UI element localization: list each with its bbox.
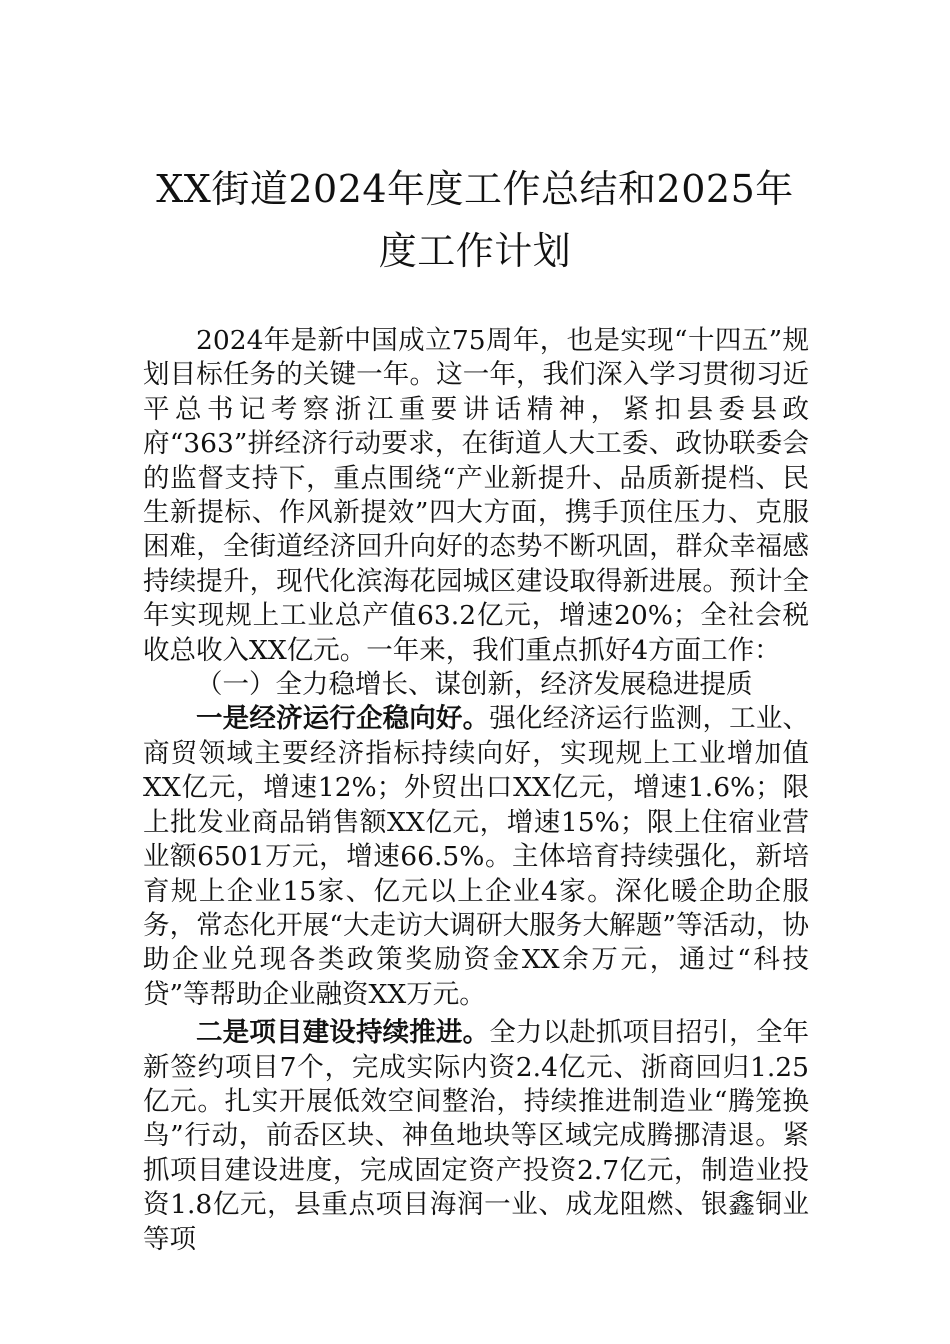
- paragraph-economy: [143, 702, 809, 1012]
- document-title: XX街道2024年度工作总结和2025年度工作计划: [156, 167, 794, 273]
- paragraph-lead: 二是项目建设持续推进。: [196, 1017, 490, 1049]
- paragraph-text: 强化经济运行监测，工业、商贸领域主要经济指标持续向好，实现规上工业增加值XX亿元，增速12%；外贸出口XX亿元，增速1.6%；限上批发业商品销售额XX亿元，增速15%；限上住宿业营业额6501万元，增速66.5%。主体培育持续强化，新培育规上企业15家、亿元以上企业4家。深化暖企助企服务，常态化开展“大走访大调研大服务大解题”等活动，协助企业兑现各类政策奖励资金XX余万元，通过“科技贷”等帮助企业融资XX万元。: [143, 703, 809, 1010]
- paragraph-projects: [143, 1016, 809, 1257]
- section-heading-text: （一）全力稳增长、谋创新，经济发展稳进提质: [196, 669, 753, 701]
- paragraph-lead: 一是经济运行企稳向好。: [196, 703, 490, 735]
- paragraph-text: 全力以赴抓项目招引，全年新签约项目7个，完成实际内资2.4亿元、浙商回归1.25亿元。扎实开展低效空间整治，持续推进制造业“腾笼换鸟”行动，前岙区块、神鱼地块等区域完成腾挪清退。紧抓项目建设进度，完成固定资产投资2.7亿元，制造业投资1.8亿元，县重点项目海润一业、成龙阻燃、银鑫铜业等项: [143, 1017, 809, 1255]
- section-heading: [143, 668, 809, 702]
- document-body: [143, 324, 809, 1257]
- paragraph-intro: [143, 324, 809, 668]
- paragraph-text: 2024年是新中国成立75周年，也是实现“十四五”规划目标任务的关键一年。这一年，我们深入学习贯彻习近平总书记考察浙江重要讲话精神，紧扣县委县政府“363”拼经济行动要求，在街道人大工委、政协联委会的监督支持下，重点围绕“产业新提升、品质新提档、民生新提标、作风新提效”四大方面，携手顶住压力、克服困难，全街道经济回升向好的态势不断巩固，群众幸福感持续提升，现代化滨海花园城区建设取得新进展。预计全年实现规上工业总产值63.2亿元，增速20%；全社会税收总收入XX亿元。一年来，我们重点抓好4方面工作：: [143, 325, 809, 666]
